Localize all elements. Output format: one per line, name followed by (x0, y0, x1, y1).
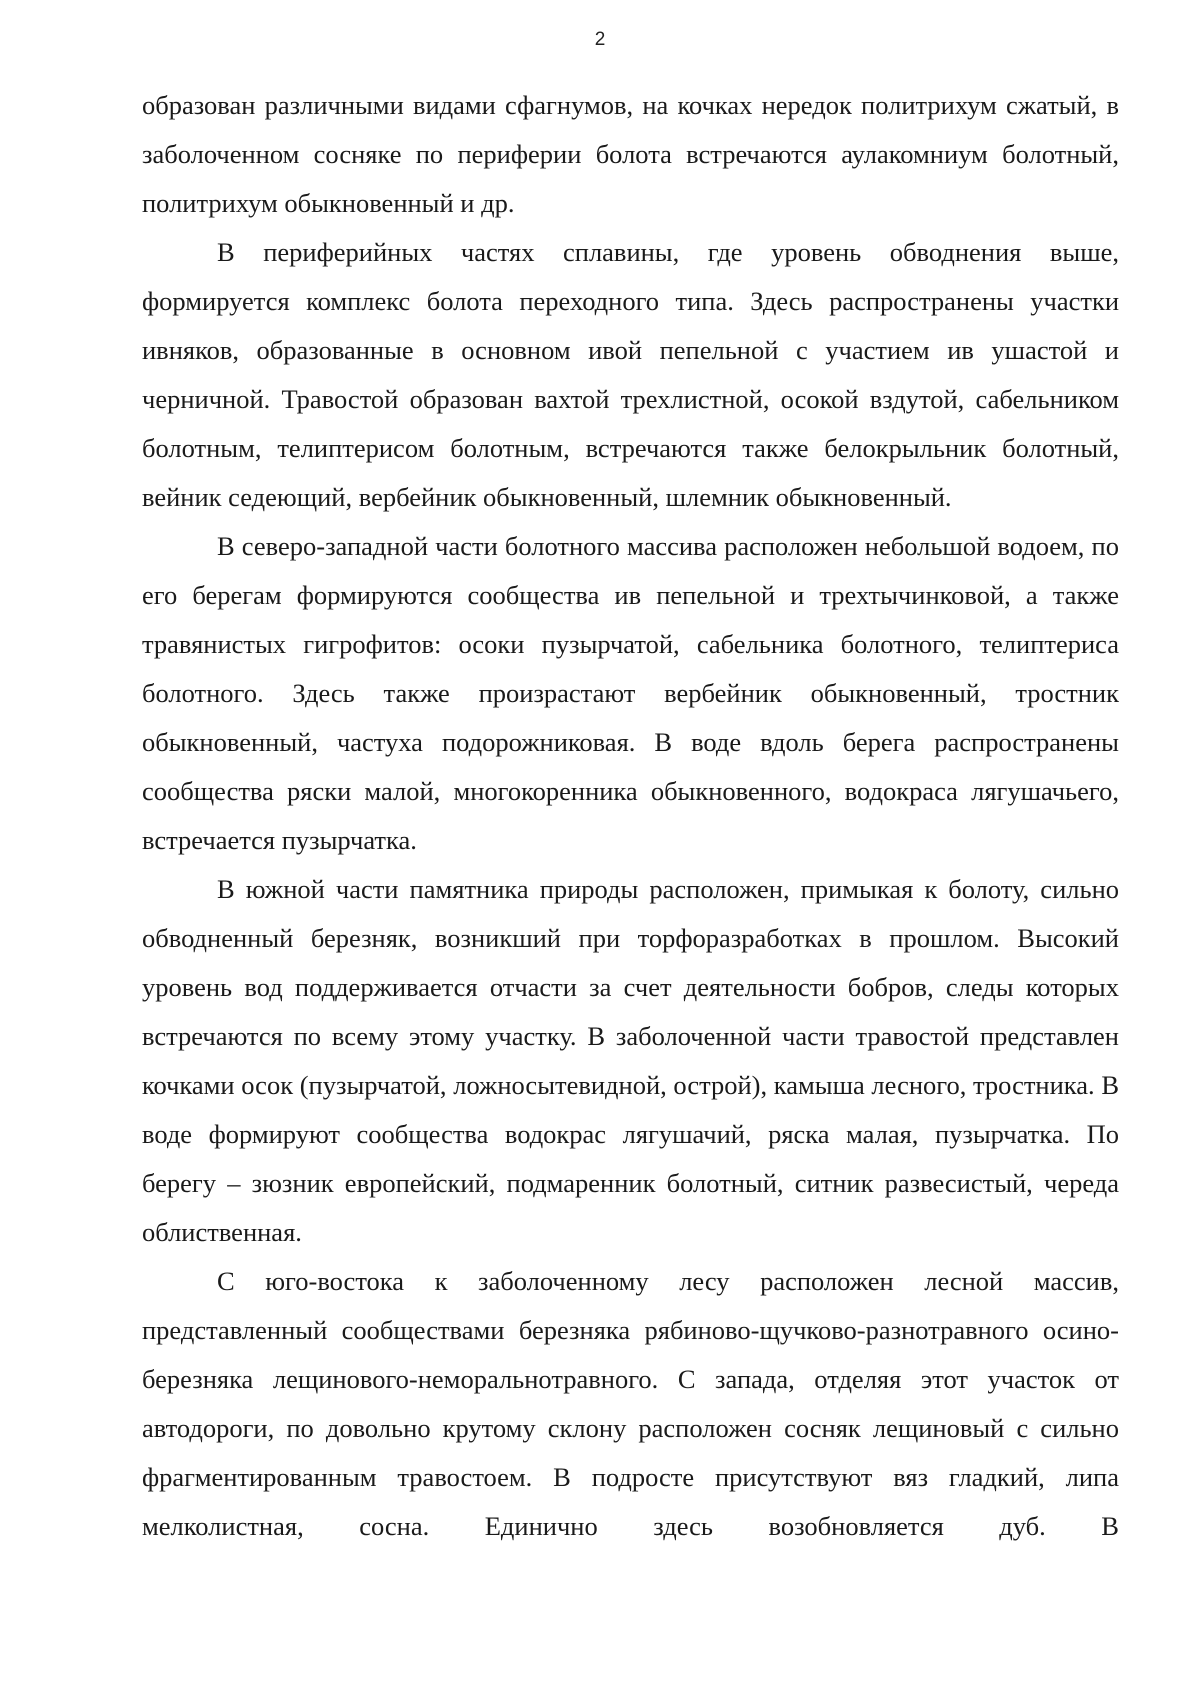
paragraph-4: В южной части памятника природы расположен, примыкая к болоту, сильно обводненный березняк, возникший при торфоразработках в прошлом. Высокий уровень вод поддерживается отчасти за счет деятельности бобров, следы которых встречаются по всему этому участку. В заболоченной части травостой представлен кочками осок (пузырчатой, ложносытевидной, острой), камыша лесного, тростника. В воде формируют сообщества водокрас лягушачий, ряска малая, пузырчатка. По берегу – зюзник европейский, подмаренник болотный, ситник развесистый, череда облиственная. (142, 874, 1119, 1247)
paragraph-2: В периферийных частях сплавины, где уровень обводнения выше, формируется комплекс болота переходного типа. Здесь распространены участки ивняков, образованные в основном ивой пепельной с участием ив ушастой и черничной. Травостой образован вахтой трехлистной, осокой вздутой, сабельником болотным, телиптерисом болотным, встречаются также белокрыльник болотный, вейник седеющий, вербейник обыкновенный, шлемник обыкновенный. (142, 237, 1119, 512)
paragraph-5: С юго-востока к заболоченному лесу расположен лесной массив, представленный сообществами березняка рябиново-щучково-разнотравного осино-березняка лещинового-неморальнотравного. С запада, отделяя этот участок от автодороги, по довольно крутому склону расположен сосняк лещиновый с сильно фрагментированным травостоем. В подросте присутствуют вяз гладкий, липа мелколистная, сосна. Единично здесь возобновляется дуб. В (142, 1266, 1119, 1541)
document-body (142, 81, 1119, 1551)
paragraph-3: В северо-западной части болотного массива расположен небольшой водоем, по его берегам формируются сообщества ив пепельной и трехтычинковой, а также травянистых гигрофитов: осоки пузырчатой, сабельника болотного, телиптериса болотного. Здесь также произрастают вербейник обыкновенный, тростник обыкновенный, частуха подорожниковая. В воде вдоль берега распространены сообщества ряски малой, многокоренника обыкновенного, водокраса лягушачьего, встречается пузырчатка. (142, 531, 1119, 855)
page-number: 2 (594, 29, 606, 50)
paragraph-1: образован различными видами сфагнумов, на кочках нередок политрихум сжатый, в заболоченном сосняке по периферии болота встречаются аулакомниум болотный, политрихум обыкновенный и др. (142, 90, 1119, 218)
